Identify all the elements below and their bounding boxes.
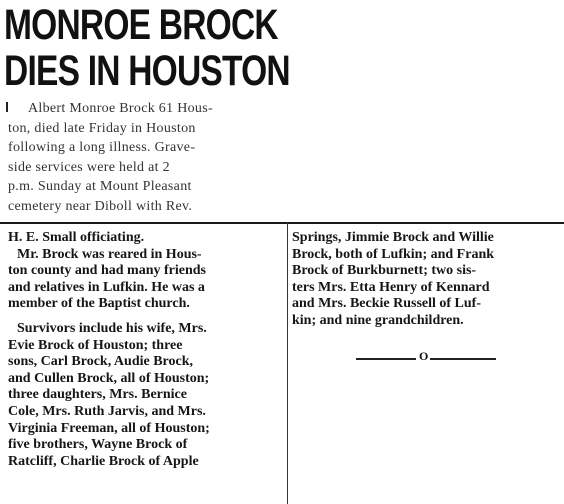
body-line: ton county and had many friends bbox=[8, 263, 206, 279]
body-line: sons, Carl Brock, Audie Brock, bbox=[8, 354, 194, 370]
divider-bar-right bbox=[430, 358, 496, 360]
body-line: Virginia Freeman, all of Houston; bbox=[8, 420, 210, 436]
divider-bar-left bbox=[356, 358, 416, 360]
lead-line: ton, died late Friday in Houston bbox=[8, 120, 196, 136]
headline-line-2: DIES IN HOUSTON bbox=[4, 47, 290, 95]
body-line: Mr. Brock was reared in Hous- bbox=[17, 246, 202, 262]
headline-line-1: MONROE BROCK bbox=[4, 1, 278, 49]
body-line: H. E. Small officiating. bbox=[8, 230, 145, 245]
body-line: Survivors include his wife, Mrs. bbox=[17, 320, 207, 336]
body-line: three daughters, Mrs. Bernice bbox=[8, 387, 187, 403]
body-line: Brock of Burkburnett; two sis- bbox=[292, 263, 477, 279]
lead-line: side services were held at 2 bbox=[8, 159, 170, 175]
column-top-rule bbox=[0, 222, 564, 224]
divider-mark: O bbox=[419, 349, 429, 363]
body-line: Brock, both of Lufkin; and Frank bbox=[292, 246, 495, 262]
body-line: and Mrs. Beckie Russell of Luf- bbox=[292, 296, 481, 312]
lead-line: cemetery near Diboll with Rev. bbox=[8, 198, 193, 214]
body-line: five brothers, Wayne Brock of bbox=[8, 437, 188, 453]
body-line: Evie Brock of Houston; three bbox=[8, 337, 183, 353]
column-divider-rule bbox=[287, 222, 288, 504]
body-line: Cole, Mrs. Ruth Jarvis, and Mrs. bbox=[8, 403, 206, 419]
headline bbox=[4, 1, 290, 95]
body-line: and relatives in Lufkin. He was a bbox=[8, 279, 205, 295]
body-line: kin; and nine grandchildren. bbox=[292, 312, 464, 328]
body-line: ters Mrs. Etta Henry of Kennard bbox=[292, 279, 490, 295]
end-of-article-divider bbox=[356, 349, 496, 364]
body-line: Springs, Jimmie Brock and Willie bbox=[292, 230, 494, 245]
paragraph-gap bbox=[8, 313, 280, 321]
lead-line: p.m. Sunday at Mount Pleasant bbox=[8, 179, 192, 194]
right-column bbox=[292, 230, 556, 330]
left-column bbox=[8, 230, 280, 470]
lead-line: Albert Monroe Brock 61 Hous- bbox=[28, 101, 213, 116]
lead-paragraph bbox=[8, 99, 284, 216]
body-line: and Cullen Brock, all of Houston; bbox=[8, 370, 210, 386]
body-line: Ratcliff, Charlie Brock of Apple bbox=[8, 453, 199, 469]
lead-line: following a long illness. Grave- bbox=[8, 140, 196, 155]
body-line: member of the Baptist church. bbox=[8, 296, 190, 312]
